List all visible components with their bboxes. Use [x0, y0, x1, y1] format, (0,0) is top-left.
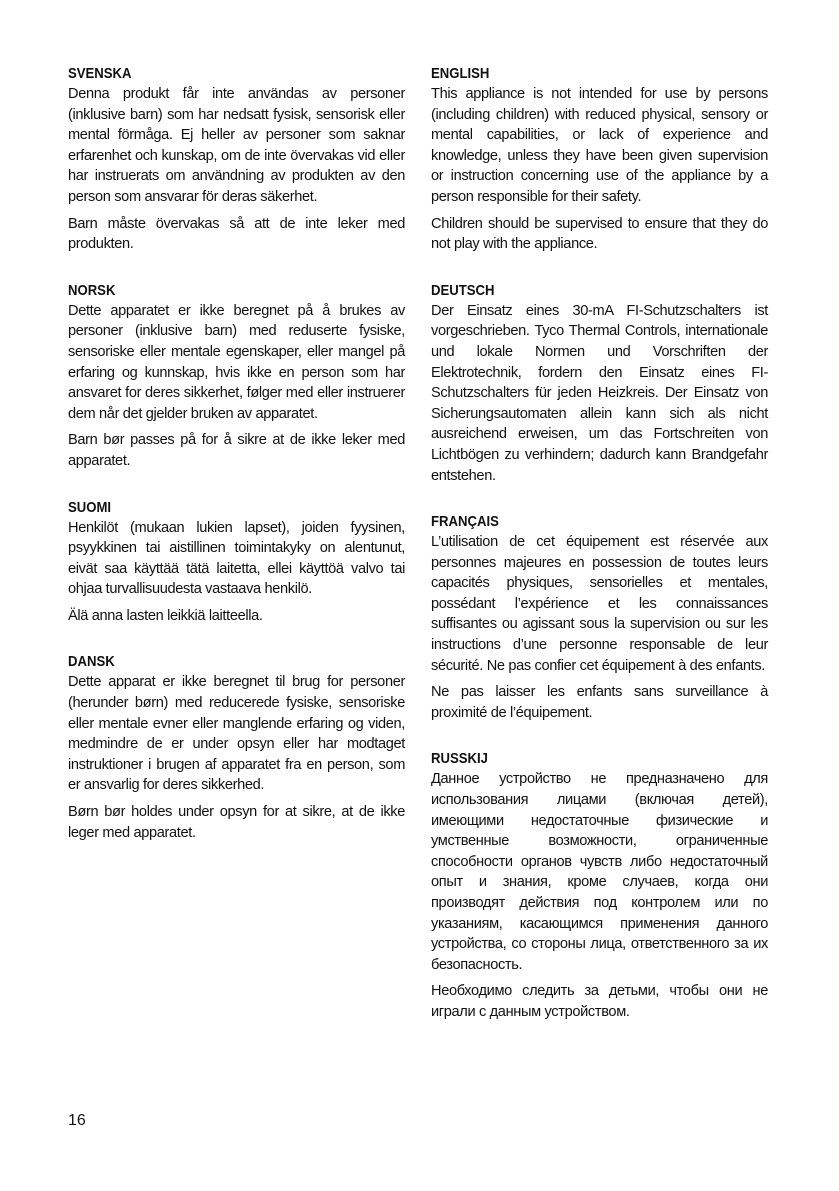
section-norsk [68, 281, 405, 472]
section-heading: SVENSKA [68, 66, 132, 82]
page-number: 16 [68, 1112, 86, 1129]
section-paragraph: Barn bør passes på for å sikre at de ikke leker med apparatet. [68, 432, 405, 469]
section-paragraph: This appliance is not intended for use by persons (including children) with reduced physical, sensory or mental capabilities, or lack of experience and knowledge, unless they have been given supervision or instruction concerning use of the appliance by a person responsible for their safety. [431, 86, 768, 205]
section-francais [431, 512, 768, 723]
section-svenska [68, 64, 405, 255]
right-column [431, 64, 768, 1023]
section-paragraph: Dette apparat er ikke beregnet til brug for personer (herunder børn) med reducerede fysiske, sensoriske eller mentale evner eller manglende erfaring og viden, medmindre de er under opsyn eller har modtaget instruktioner i brugen af apparatet fra en person, som er ansvarlig for deres sikkerhed. [68, 674, 405, 794]
section-paragraph: Børn bør holdes under opsyn for at sikre, at de ikke leger med apparatet. [68, 804, 405, 841]
section-suomi [68, 498, 405, 627]
section-heading: NORSK [68, 282, 116, 299]
section-paragraph: Dette apparatet er ikke beregnet på å brukes av personer (inklusive barn) med reduserte fysiske, sensoriske eller mentale egenskaper, eller mangel på erfaring og kunnskap, hvis ikke en person som har ansvaret for deres sikkerhet, følger med eller instruerer dem når det gjelder bruken av apparatet. [68, 302, 405, 422]
section-paragraph: L’utilisation de cet équipement est réservée aux personnes majeures en possession de toutes leurs capacités physiques, sensorielles et mentales, possédant l’expérience et les connaissances suffisantes ou agissant sous la supervision ou sur les instructions d’une personne responsable de leur sécurité. Ne pas confier cet équipement à des enfants. [431, 534, 768, 674]
section-paragraph: Der Einsatz eines 30-mA FI-Schutzschalters ist vorgeschrieben. Tyco Thermal Controls, internationale und lokale Normen und Vorschriften der Elektrotechnik, fordern den Einsatz eines FI-Schutzschalters für jeden Heizkreis. Der Einsatz von Sicherungsautomaten allein kann sich als nicht ausreichend erweisen, um das Fortschreiten von Lichtbögen zu verhindern; dadurch kann Brandgefahr entstehen. [431, 302, 768, 484]
section-heading: SUOMI [68, 499, 112, 516]
section-paragraph: Ne pas laisser les enfants sans surveillance à proximité de l’équipement. [431, 684, 768, 721]
section-english [431, 64, 768, 255]
section-paragraph: Данное устройство не предназначено для использования лицами (включая детей), имеющими недостаточные физические и умственные возможности, ограниченные способности органов чувств либо недостаточный опыт и знания, кроме случаев, когда они производят действия под контролем или по указаниям, касающимся применения данного устройства, со стороны лица, ответственного за их безопасность. [431, 771, 768, 973]
section-russkij [431, 749, 768, 1022]
left-column [68, 64, 405, 843]
section-heading: ENGLISH [431, 66, 490, 82]
section-heading: RUSSKIJ [431, 751, 488, 768]
section-paragraph: Denna produkt får inte användas av personer (inklusive barn) som har nedsatt fysisk, sensorisk eller mental förmåga. Ej heller av personer som saknar erfarenhet och kunskap, om de inte övervakas vid eller har instruerats om användning av produkten av den person som ansvarar för deras säkerhet. [68, 86, 405, 205]
section-paragraph: Barn måste övervakas så att de inte leker med produkten. [68, 215, 405, 253]
section-dansk [68, 652, 405, 843]
section-heading: FRANÇAIS [431, 514, 499, 531]
section-paragraph: Children should be supervised to ensure that they do not play with the appliance. [431, 215, 768, 253]
section-heading: DEUTSCH [431, 282, 495, 299]
section-deutsch [431, 281, 768, 486]
section-paragraph: Henkilöt (mukaan lukien lapset), joiden fyysinen, psyykkinen tai aistillinen toimintakyky on alentunut, eivät saa käyttää tätä laitetta, ellei käyttöä valvo tai ohjaa turvallisuudesta vastaava henkilö. [68, 519, 405, 598]
section-paragraph: Älä anna lasten leikkiä laitteella. [68, 607, 263, 624]
section-heading: DANSK [68, 654, 115, 671]
section-paragraph: Необходимо следить за детьми, чтобы они не играли с данным устройством. [431, 983, 768, 1020]
